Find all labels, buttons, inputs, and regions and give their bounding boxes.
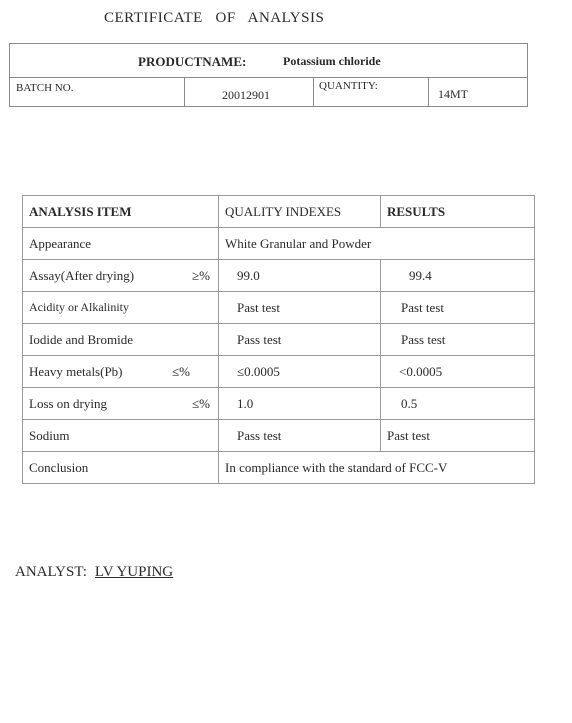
comparison-symbol: ≤%	[172, 363, 190, 379]
product-info-table	[9, 43, 528, 107]
document-title: CERTIFICATE OF ANALYSIS	[104, 10, 325, 26]
quality-index: Past test	[219, 292, 381, 324]
analyst-label: ANALYST:	[15, 564, 87, 580]
result-value: Pass test	[381, 324, 535, 356]
quality-index: Pass test	[219, 420, 381, 452]
analysis-item-cell	[23, 260, 219, 292]
quantity-label: QUANTITY:	[319, 80, 378, 92]
table-row	[23, 260, 535, 292]
row-divider	[10, 77, 527, 78]
analysis-item: Sodium	[23, 420, 219, 452]
quality-index: White Granular and Powder	[219, 228, 535, 260]
header-results: RESULTS	[381, 196, 535, 228]
header-analysis-item: ANALYSIS ITEM	[23, 196, 219, 228]
analyst-signature-line	[15, 564, 173, 581]
analysis-item: Loss on drying	[29, 395, 107, 411]
analysis-item: Assay(After drying)	[29, 267, 135, 283]
quality-index: Pass test	[219, 324, 381, 356]
quality-index: ≤0.0005	[219, 356, 381, 388]
column-divider	[313, 77, 314, 106]
result-value: 99.4	[381, 260, 535, 292]
analysis-item: Appearance	[23, 228, 219, 260]
batch-value: 20012901	[222, 88, 270, 102]
quality-index: 1.0	[219, 388, 381, 420]
table-row	[23, 420, 535, 452]
result-value: Past test	[381, 292, 535, 324]
batch-label: BATCH NO.	[16, 82, 74, 94]
quality-index: In compliance with the standard of FCC-V	[219, 452, 535, 484]
table-header-row	[23, 196, 535, 228]
result-value: 0.5	[381, 388, 535, 420]
result-value: Past test	[381, 420, 535, 452]
table-row	[23, 452, 535, 484]
column-divider	[428, 77, 429, 106]
result-value: <0.0005	[381, 356, 535, 388]
comparison-symbol: ≤%	[192, 395, 210, 411]
analysis-item-cell	[23, 356, 219, 388]
header-quality-indexes: QUALITY INDEXES	[219, 196, 381, 228]
table-row	[23, 292, 535, 324]
table-row	[23, 228, 535, 260]
column-divider	[184, 77, 185, 106]
comparison-symbol: ≥%	[192, 267, 210, 283]
analysis-table	[22, 195, 535, 484]
table-row	[23, 388, 535, 420]
analysis-item: Heavy metals(Pb)	[29, 363, 123, 379]
analysis-item: Conclusion	[23, 452, 219, 484]
table-row	[23, 356, 535, 388]
quantity-value: 14MT	[438, 87, 468, 101]
analysis-item: Iodide and Bromide	[23, 324, 219, 356]
analyst-name: LV YUPING	[94, 564, 174, 580]
quality-index: 99.0	[219, 260, 381, 292]
product-name-value: Potassium chloride	[283, 54, 381, 68]
table-row	[23, 324, 535, 356]
analysis-item: Acidity or Alkalinity	[23, 292, 219, 324]
product-name-label: PRODUCTNAME:	[138, 54, 247, 69]
analysis-item-cell	[23, 388, 219, 420]
